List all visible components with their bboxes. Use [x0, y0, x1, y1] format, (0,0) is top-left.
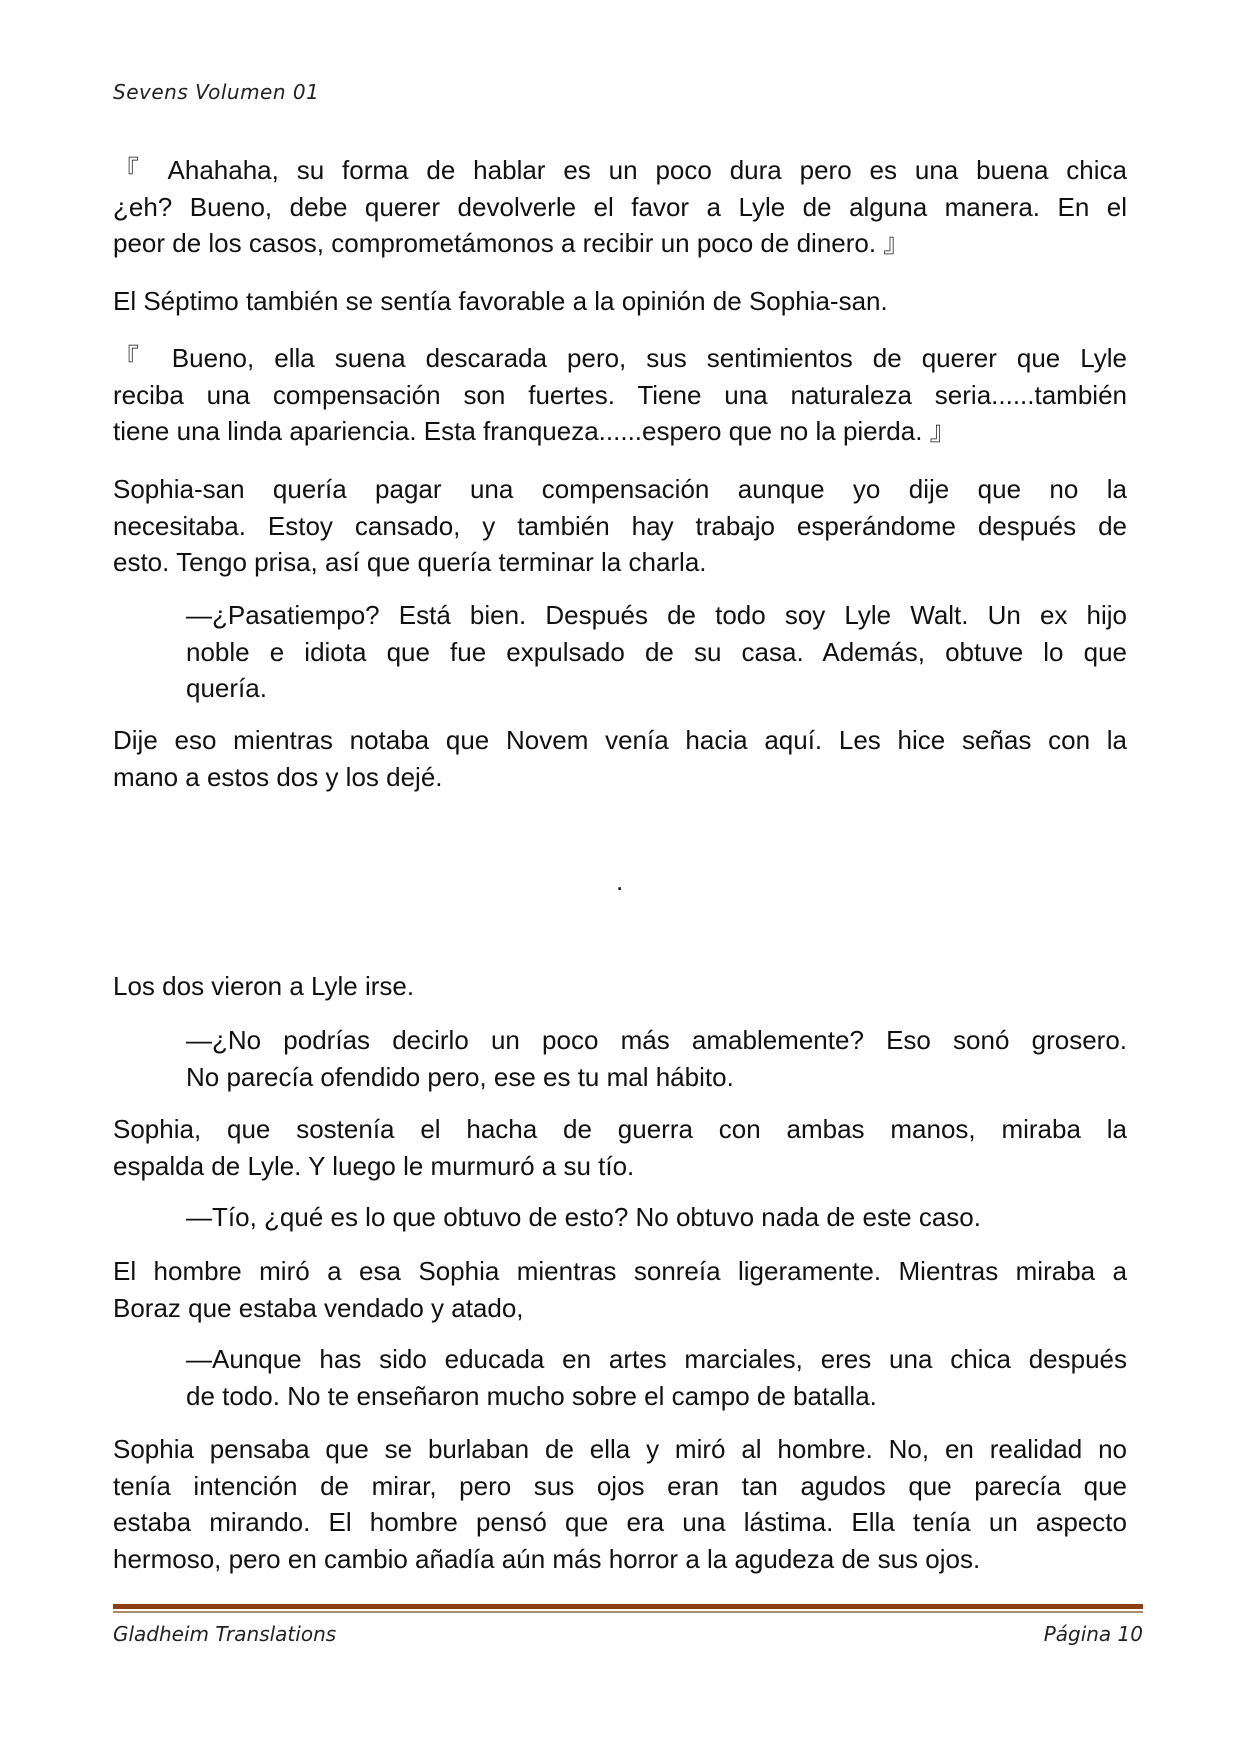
footer-rule-thin	[113, 1611, 1143, 1613]
text-line: necesitaba. Estoy cansado, y también hay trabajo esperándome después de	[113, 510, 1127, 541]
text-line: —Aunque has sido educada en artes marciales, eres una chica después	[186, 1344, 1127, 1374]
text-line: Sophia-san quería pagar una compensación aunque yo dije que no la	[113, 474, 1127, 504]
text-line: Boraz que estaba vendado y atado,	[113, 1292, 524, 1323]
paragraph	[113, 1253, 1127, 1326]
text-line: reciba una compensación son fuertes. Tiene una naturaleza seria......también	[113, 379, 1127, 410]
paragraph	[113, 471, 1127, 581]
text-line: de todo. No te enseñaron mucho sobre el campo de batalla.	[186, 1380, 877, 1411]
paragraph	[113, 968, 1127, 1005]
text-line: noble e idiota que fue expulsado de su casa. Además, obtuve lo que	[186, 636, 1127, 667]
paragraph	[113, 722, 1127, 795]
text-line: peor de los casos, comprometámonos a recibir un poco de dinero. 』	[113, 228, 910, 258]
footer-page-number: Página 10	[1043, 1622, 1143, 1646]
dialogue-paragraph	[186, 1022, 1127, 1095]
text-line: 『 Bueno, ella suena descarada pero, sus sentimientos de querer que Lyle	[113, 343, 1127, 373]
text-line: tenía intención de mirar, pero sus ojos eran tan agudos que parecía que	[113, 1470, 1127, 1501]
text-line: esto. Tengo prisa, así que quería terminar la charla.	[113, 547, 707, 577]
text-line: 『 Ahahaha, su forma de hablar es un poco dura pero es una buena chica	[113, 155, 1127, 185]
text-line: tiene una linda apariencia. Esta franqueza......espero que no la pierda. 』	[113, 416, 956, 446]
text-line: Sophia pensaba que se burlaban de ella y miró al hombre. No, en realidad no	[113, 1434, 1127, 1464]
text-line: hermoso, pero en cambio añadía aún más horror a la agudeza de sus ojos.	[113, 1543, 981, 1574]
text-line: No parecía ofendido pero, ese es tu mal hábito.	[186, 1061, 734, 1092]
footer-translator: Gladheim Translations	[113, 1622, 337, 1646]
paragraph	[113, 283, 1127, 320]
dialogue-paragraph	[186, 1199, 1127, 1236]
dialogue-paragraph	[186, 597, 1127, 707]
paragraph	[113, 1431, 1127, 1577]
text-line: —¿No podrías decirlo un poco más amablemente? Eso sonó grosero.	[186, 1025, 1127, 1055]
scene-separator: .	[616, 866, 624, 896]
text-line: ¿eh? Bueno, debe querer devolverle el favor a Lyle de alguna manera. En el	[113, 191, 1127, 222]
text-line: estaba mirando. El hombre pensó que era una lástima. Ella tenía un aspecto	[113, 1507, 1127, 1537]
text-line: mano a estos dos y los dejé.	[113, 761, 443, 792]
text-line: El hombre miró a esa Sophia mientras sonreía ligeramente. Mientras miraba a	[113, 1256, 1127, 1286]
text-line: Sophia, que sostenía el hacha de guerra con ambas manos, miraba la	[113, 1114, 1127, 1144]
running-header: Sevens Volumen 01	[113, 80, 320, 104]
text-line: Dije eso mientras notaba que Novem venía hacia aquí. Les hice señas con la	[113, 725, 1127, 755]
text-line: —¿Pasatiempo? Está bien. Después de todo soy Lyle Walt. Un ex hijo	[186, 600, 1127, 630]
dialogue-paragraph	[186, 1341, 1127, 1414]
text-line: Los dos vieron a Lyle irse.	[113, 971, 415, 1001]
text-line: espalda de Lyle. Y luego le murmuró a su tío.	[113, 1150, 635, 1181]
text-line: El Séptimo también se sentía favorable a la opinión de Sophia-san.	[113, 286, 888, 316]
text-line: quería.	[186, 673, 267, 703]
paragraph	[113, 152, 1127, 262]
paragraph	[113, 1111, 1127, 1184]
paragraph	[113, 340, 1127, 450]
footer-rule	[113, 1604, 1143, 1609]
text-line: —Tío, ¿qué es lo que obtuvo de esto? No obtuvo nada de este caso.	[186, 1202, 981, 1232]
